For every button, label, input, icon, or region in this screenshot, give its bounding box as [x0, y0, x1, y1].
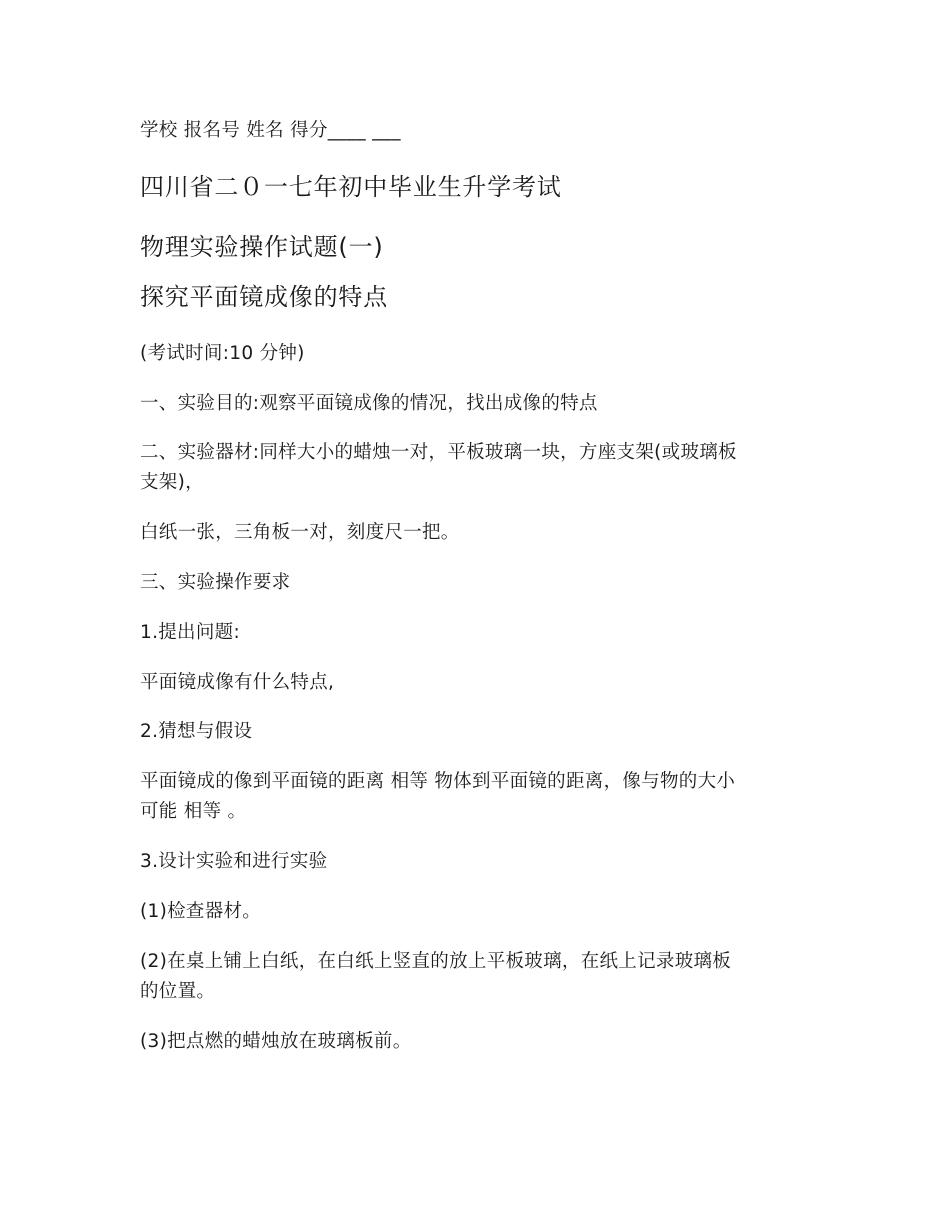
step2-line1: 平面镜成的像到平面镜的距离 相等 物体到平面镜的距离，像与物的大小: [140, 771, 736, 792]
exam-title: 四川省二０一七年初中毕业生升学考试: [140, 173, 562, 201]
header-info-line: 学校 报名号 姓名 得分____ ___: [140, 120, 401, 141]
section-purpose: 一、实验目的:观察平面镜成像的情况，找出成像的特点: [140, 393, 598, 414]
sub-step-1: (1)检查器材。: [140, 901, 262, 922]
topic-title: 探究平面镜成像的特点: [140, 283, 388, 311]
sub-step-2-line1: (2)在桌上铺上白纸，在白纸上竖直的放上平板玻璃，在纸上记录玻璃板: [140, 951, 732, 972]
step2-title: 2.猜想与假设: [140, 721, 253, 742]
subject-title: 物理实验操作试题(一): [140, 233, 384, 261]
step1-title: 1.提出问题:: [140, 622, 240, 643]
section-equipment-line2: 支架)，: [140, 472, 204, 493]
section-equipment-line1: 二、实验器材:同样大小的蜡烛一对，平板玻璃一块，方座支架(或玻璃板: [140, 442, 737, 463]
step1-text: 平面镜成像有什么特点,: [140, 672, 335, 693]
section-equipment-line3: 白纸一张，三角板一对，刻度尺一把。: [140, 522, 460, 543]
exam-time: (考试时间:10 分钟): [140, 343, 305, 364]
section-requirements: 三、实验操作要求: [140, 572, 291, 593]
sub-step-3: (3)把点燃的蜡烛放在玻璃板前。: [140, 1031, 412, 1052]
step2-line2: 可能 相等 。: [140, 801, 247, 822]
sub-step-2-line2: 的位置。: [140, 981, 216, 1002]
step3-title: 3.设计实验和进行实验: [140, 851, 328, 872]
